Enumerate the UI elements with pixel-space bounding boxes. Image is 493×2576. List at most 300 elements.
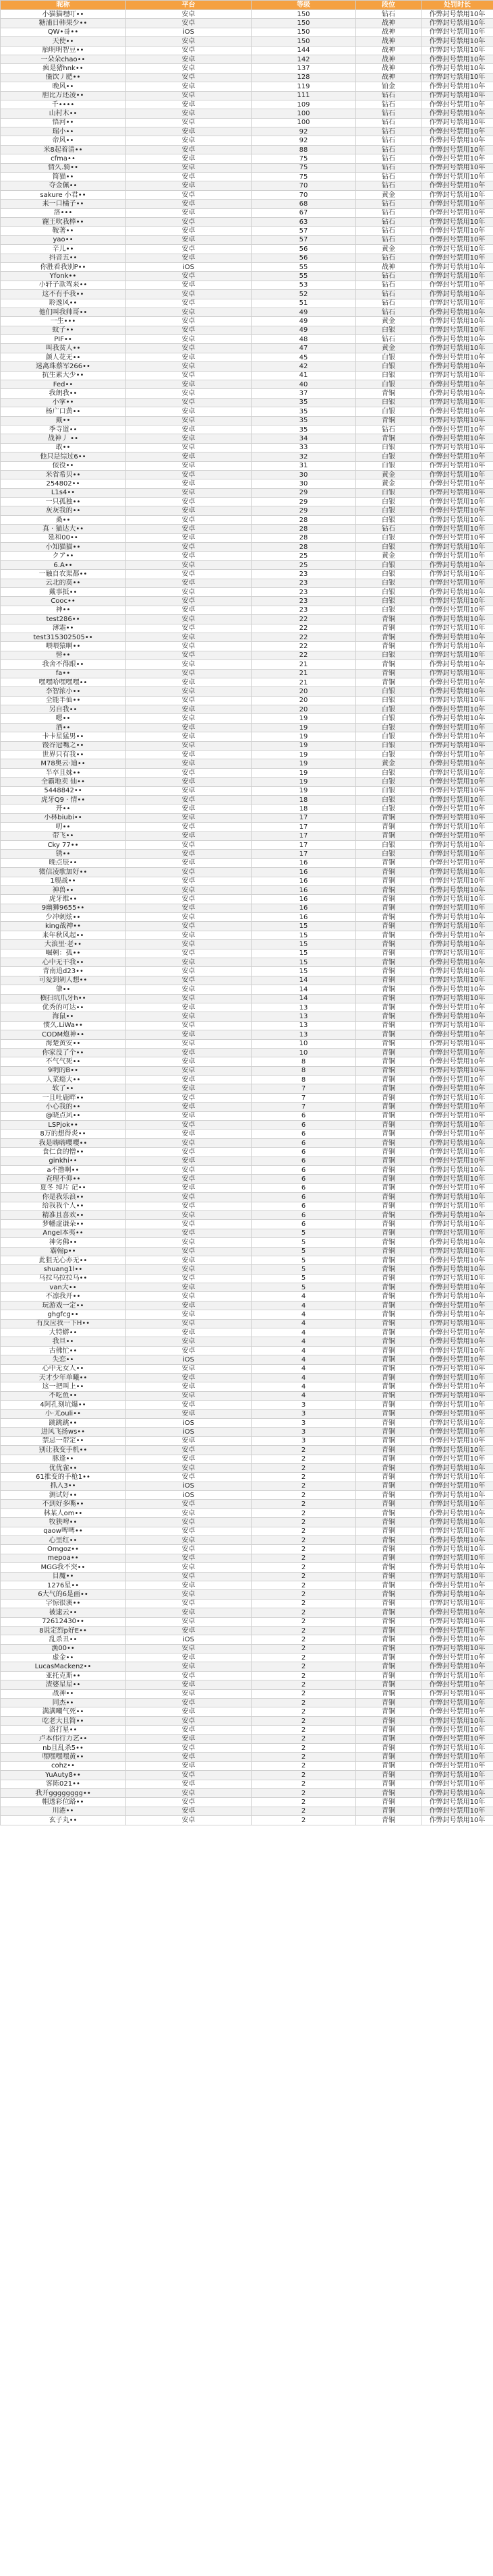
cell-level: 22 [252,651,356,660]
cell-nickname: クア•• [1,552,126,560]
cell-platform: 安卓 [126,1319,252,1328]
table-row [1,778,493,786]
cell-platform: 安卓 [126,1409,252,1418]
cell-penalty: 作弊封号禁用10年 [422,1436,493,1445]
cell-rank: 青铜 [356,1689,422,1698]
cell-level: 2 [252,1608,356,1617]
cell-rank: 钻石 [356,272,422,281]
table-row [1,1491,493,1500]
table-row [1,416,493,425]
cell-platform: 安卓 [126,624,252,633]
cell-nickname: 抗生素大少•• [1,371,126,380]
cell-penalty: 作弊封号禁用10年 [422,10,493,19]
cell-rank: 青铜 [356,1220,422,1229]
table-row [1,163,493,172]
cell-level: 16 [252,858,356,867]
cell-penalty: 作弊封号禁用10年 [422,1788,493,1797]
table-row [1,1572,493,1581]
cell-nickname: 聆逸风•• [1,299,126,308]
cell-penalty: 作弊封号禁用10年 [422,795,493,804]
cell-penalty: 作弊封号禁用10年 [422,723,493,732]
cell-rank: 青铜 [356,1635,422,1644]
table-row [1,1337,493,1346]
table-row [1,597,493,606]
cell-platform: 安卓 [126,1373,252,1382]
cell-level: 28 [252,533,356,542]
table-row [1,1274,493,1283]
cell-platform: iOS [126,1355,252,1364]
cell-penalty: 作弊封号禁用10年 [422,1699,493,1707]
cell-level: 4 [252,1382,356,1391]
table-row [1,1671,493,1680]
cell-platform: 安卓 [126,1157,252,1165]
cell-nickname: 测试好•• [1,1491,126,1500]
cell-rank: 白银 [356,588,422,597]
cell-penalty: 作弊封号禁用10年 [422,1382,493,1391]
table-row [1,1210,493,1219]
cell-rank: 白银 [356,488,422,497]
cell-rank: 白银 [356,452,422,461]
cell-rank: 青铜 [356,1572,422,1581]
cell-level: 6 [252,1111,356,1120]
table-row [1,651,493,660]
cell-nickname: 云北的莫•• [1,579,126,587]
cell-rank: 钻石 [356,254,422,262]
table-row [1,615,493,624]
cell-nickname: 帽透彩位路•• [1,1798,126,1807]
cell-rank: 青铜 [356,885,422,894]
cell-nickname: 9幽狮9655•• [1,904,126,912]
table-row [1,958,493,967]
cell-penalty: 作弊封号禁用10年 [422,1256,493,1264]
cell-rank: 青铜 [356,1030,422,1039]
cell-nickname: 梦幡虚谦朵•• [1,1220,126,1229]
cell-rank: 白银 [356,840,422,849]
cell-rank: 白银 [356,795,422,804]
cell-penalty: 作弊封号禁用10年 [422,705,493,714]
cell-nickname: 来年秋风起•• [1,931,126,939]
cell-penalty: 作弊封号禁用10年 [422,1527,493,1535]
cell-nickname: 桑•• [1,515,126,524]
table-row [1,1518,493,1527]
cell-nickname: 4阿孔刻坑爆•• [1,1401,126,1409]
cell-level: 42 [252,362,356,371]
cell-level: 22 [252,615,356,624]
cell-penalty: 作弊封号禁用10年 [422,579,493,587]
cell-level: 45 [252,353,356,361]
cell-nickname: 跳跳跳•• [1,1418,126,1427]
table-row [1,1148,493,1157]
cell-penalty: 作弊封号禁用10年 [422,443,493,452]
cell-penalty: 作弊封号禁用10年 [422,732,493,741]
cell-rank: 钻石 [356,10,422,19]
cell-nickname: 延和00•• [1,533,126,542]
table-row [1,1788,493,1797]
table-row [1,10,493,19]
cell-platform: 安卓 [126,1210,252,1219]
cell-rank: 黄金 [356,759,422,768]
cell-platform: 安卓 [126,479,252,488]
cell-platform: 安卓 [126,173,252,181]
cell-penalty: 作弊封号禁用10年 [422,1689,493,1698]
cell-platform: 安卓 [126,1048,252,1057]
cell-penalty: 作弊封号禁用10年 [422,109,493,118]
cell-platform: 安卓 [126,813,252,822]
table-row [1,335,493,344]
cell-level: 5 [252,1247,356,1256]
table-row [1,479,493,488]
table-row [1,967,493,976]
cell-nickname: 糖浦日韩果少•• [1,19,126,28]
cell-penalty: 作弊封号禁用10年 [422,1662,493,1671]
cell-penalty: 作弊封号禁用10年 [422,389,493,398]
cell-rank: 青铜 [356,1193,422,1202]
table-row [1,940,493,949]
table-row [1,100,493,109]
cell-platform: 安卓 [126,461,252,470]
cell-platform: 安卓 [126,1283,252,1292]
cell-penalty: 作弊封号禁用10年 [422,1301,493,1310]
table-row [1,1536,493,1545]
cell-level: 28 [252,515,356,524]
cell-nickname: 薄霜•• [1,624,126,633]
cell-platform: 安卓 [126,145,252,154]
cell-platform: 安卓 [126,308,252,316]
cell-nickname: 真 · 猫达大•• [1,525,126,533]
cell-penalty: 作弊封号禁用10年 [422,37,493,46]
cell-rank: 青铜 [356,1734,422,1743]
cell-penalty: 作弊封号禁用10年 [422,371,493,380]
cell-penalty: 作弊封号禁用10年 [422,525,493,533]
cell-level: 2 [252,1807,356,1815]
cell-rank: 青铜 [356,1744,422,1753]
cell-nickname: 精准且喜欢•• [1,1210,126,1219]
cell-penalty: 作弊封号禁用10年 [422,1093,493,1102]
table-row [1,1301,493,1310]
cell-level: 13 [252,1030,356,1039]
cell-rank: 青铜 [356,1076,422,1084]
cell-nickname: 胎明明智豆•• [1,46,126,55]
cell-penalty: 作弊封号禁用10年 [422,28,493,36]
cell-platform: 安卓 [126,786,252,795]
cell-level: 17 [252,823,356,831]
cell-penalty: 作弊封号禁用10年 [422,380,493,389]
cell-platform: 安卓 [126,118,252,127]
table-row [1,1030,493,1039]
cell-platform: 安卓 [126,389,252,398]
cell-penalty: 作弊封号禁用10年 [422,1103,493,1111]
cell-platform: 安卓 [126,723,252,732]
table-row [1,1780,493,1788]
cell-rank: 青铜 [356,949,422,958]
cell-rank: 青铜 [356,1653,422,1662]
cell-rank: 青铜 [356,985,422,994]
cell-platform: 安卓 [126,751,252,759]
cell-penalty: 作弊封号禁用10年 [422,1780,493,1788]
cell-level: 3 [252,1436,356,1445]
table-row [1,1382,493,1391]
table-row [1,326,493,334]
table-row [1,470,493,479]
cell-rank: 白银 [356,850,422,858]
cell-rank: 青铜 [356,967,422,976]
cell-penalty: 作弊封号禁用10年 [422,1030,493,1039]
cell-rank: 钻石 [356,227,422,235]
cell-nickname: 这一把叫上•• [1,1382,126,1391]
cell-nickname: 人菜瘾大•• [1,1076,126,1084]
cell-rank: 青铜 [356,823,422,831]
cell-penalty: 作弊封号禁用10年 [422,235,493,244]
cell-level: 2 [252,1726,356,1734]
cell-level: 51 [252,299,356,308]
cell-rank: 白银 [356,741,422,750]
cell-level: 14 [252,985,356,994]
cell-penalty: 作弊封号禁用10年 [422,1798,493,1807]
cell-rank: 钻石 [356,308,422,316]
table-row [1,118,493,127]
cell-penalty: 作弊封号禁用10年 [422,200,493,208]
cell-penalty: 作弊封号禁用10年 [422,1572,493,1581]
table-row [1,272,493,281]
cell-nickname: 蚊子•• [1,326,126,334]
cell-level: 6 [252,1148,356,1157]
cell-platform: iOS [126,1482,252,1490]
table-row [1,687,493,696]
table-row [1,1563,493,1572]
cell-platform: 安卓 [126,425,252,434]
table-row [1,1220,493,1229]
cell-nickname: 不气气死•• [1,1057,126,1066]
cell-rank: 青铜 [356,1581,422,1589]
table-row [1,1734,493,1743]
cell-nickname: 一且吐鹿畔•• [1,1093,126,1102]
cell-rank: 青铜 [356,1554,422,1562]
table-row [1,1463,493,1472]
table-row [1,624,493,633]
cell-nickname: 馒谷冠嘴之•• [1,741,126,750]
cell-nickname: Cooc•• [1,597,126,606]
cell-platform: 安卓 [126,488,252,497]
cell-nickname: 满满嘲气死•• [1,1707,126,1716]
header-nickname: 昵称 [1,1,126,10]
cell-rank: 青铜 [356,1680,422,1689]
cell-penalty: 作弊封号禁用10年 [422,597,493,606]
cell-platform: 安卓 [126,1021,252,1030]
cell-platform: 安卓 [126,299,252,308]
cell-platform: 安卓 [126,1545,252,1554]
cell-nickname: 洛打星•• [1,1726,126,1734]
cell-level: 2 [252,1536,356,1545]
cell-rank: 白银 [356,606,422,614]
cell-level: 49 [252,326,356,334]
cell-platform: 安卓 [126,154,252,163]
cell-rank: 战神 [356,262,422,271]
cell-penalty: 作弊封号禁用10年 [422,73,493,82]
cell-nickname: Fed•• [1,380,126,389]
cell-nickname: 8万的想得炎•• [1,1130,126,1138]
cell-nickname: van大•• [1,1283,126,1292]
cell-rank: 白银 [356,371,422,380]
cell-rank: 白银 [356,506,422,515]
cell-level: 10 [252,1048,356,1057]
cell-nickname: 虚金•• [1,1653,126,1662]
cell-rank: 青铜 [356,642,422,651]
cell-rank: 青铜 [356,931,422,939]
cell-nickname: 悟河•• [1,118,126,127]
cell-level: 100 [252,109,356,118]
cell-platform: 安卓 [126,1734,252,1743]
cell-level: 2 [252,1581,356,1589]
cell-penalty: 作弊封号禁用10年 [422,1048,493,1057]
cell-nickname: 神•• [1,606,126,614]
cell-rank: 青铜 [356,1274,422,1283]
cell-level: 3 [252,1409,356,1418]
cell-platform: 安卓 [126,1076,252,1084]
cell-level: 8 [252,1057,356,1066]
cell-penalty: 作弊封号禁用10年 [422,552,493,560]
cell-nickname: 进风飞扬ws•• [1,1428,126,1436]
cell-nickname: 优优雀•• [1,1463,126,1472]
table-row [1,985,493,994]
table-row [1,1771,493,1780]
cell-penalty: 作弊封号禁用10年 [422,949,493,958]
cell-platform: 安卓 [126,922,252,931]
cell-platform: 安卓 [126,1175,252,1183]
cell-penalty: 作弊封号禁用10年 [422,606,493,614]
cell-penalty: 作弊封号禁用10年 [422,1066,493,1075]
table-row [1,136,493,145]
cell-nickname: 小心我的•• [1,1103,126,1111]
cell-level: 3 [252,1418,356,1427]
table-row [1,317,493,326]
cell-penalty: 作弊封号禁用10年 [422,1319,493,1328]
cell-penalty: 作弊封号禁用10年 [422,533,493,542]
cell-platform: iOS [126,1491,252,1500]
table-row [1,308,493,316]
cell-penalty: 作弊封号禁用10年 [422,1554,493,1562]
cell-platform: 安卓 [126,651,252,660]
table-row [1,1138,493,1147]
table-row [1,714,493,723]
table-row [1,642,493,651]
cell-platform: 安卓 [126,985,252,994]
cell-nickname: 有反应我一下H•• [1,1319,126,1328]
cell-rank: 青铜 [356,1121,422,1130]
table-row [1,1635,493,1644]
cell-level: 25 [252,560,356,569]
cell-penalty: 作弊封号禁用10年 [422,281,493,289]
cell-platform: 安卓 [126,994,252,1003]
cell-level: 2 [252,1554,356,1562]
cell-rank: 白银 [356,326,422,334]
cell-penalty: 作弊封号禁用10年 [422,786,493,795]
cell-nickname: Yfonk•• [1,272,126,281]
cell-penalty: 作弊封号禁用10年 [422,163,493,172]
cell-nickname: 一生••• [1,317,126,326]
cell-rank: 青铜 [356,1337,422,1346]
cell-nickname: 少冲刺炫•• [1,913,126,922]
table-row [1,380,493,389]
table-row [1,1446,493,1455]
cell-level: 2 [252,1771,356,1780]
cell-penalty: 作弊封号禁用10年 [422,434,493,443]
cell-penalty: 作弊封号禁用10年 [422,1039,493,1048]
cell-platform: 安卓 [126,1518,252,1527]
cell-level: 16 [252,904,356,912]
cell-platform: 安卓 [126,416,252,425]
table-row [1,858,493,867]
cell-nickname: 254802•• [1,479,126,488]
table-row [1,1599,493,1608]
cell-platform: 安卓 [126,615,252,624]
cell-platform: 安卓 [126,877,252,885]
cell-level: 56 [252,245,356,254]
cell-platform: 安卓 [126,940,252,949]
cell-level: 2 [252,1446,356,1455]
cell-penalty: 作弊封号禁用10年 [422,1210,493,1219]
cell-platform: 安卓 [126,1680,252,1689]
cell-level: 2 [252,1599,356,1608]
cell-rank: 青铜 [356,1455,422,1463]
cell-level: 19 [252,723,356,732]
cell-nickname: 我旦•• [1,1337,126,1346]
cell-platform: 安卓 [126,190,252,199]
cell-rank: 青铜 [356,1463,422,1472]
cell-platform: 安卓 [126,1590,252,1599]
cell-rank: 青铜 [356,1446,422,1455]
cell-nickname: cohz•• [1,1761,126,1770]
cell-level: 3 [252,1428,356,1436]
cell-nickname: 你胜看我别P•• [1,262,126,271]
cell-rank: 黄金 [356,190,422,199]
table-row [1,1355,493,1364]
cell-rank: 黄金 [356,344,422,353]
table-row [1,723,493,732]
cell-level: 5 [252,1283,356,1292]
cell-nickname: 61推变的手枪1•• [1,1473,126,1482]
cell-nickname: mepoa•• [1,1554,126,1562]
cell-level: 6 [252,1175,356,1183]
cell-nickname: 嘿嘿哈嘿嘿嘿•• [1,678,126,686]
cell-platform: 安卓 [126,1554,252,1562]
table-row [1,588,493,597]
cell-rank: 青铜 [356,958,422,967]
table-row [1,127,493,136]
cell-level: 7 [252,1084,356,1093]
cell-rank: 青铜 [356,1364,422,1373]
cell-nickname: 我开gggggggg•• [1,1788,126,1797]
cell-rank: 铂金 [356,82,422,91]
cell-nickname: 小轩子款驾来•• [1,281,126,289]
cell-nickname: fa•• [1,669,126,678]
cell-nickname: 青南追d23•• [1,967,126,976]
cell-level: 23 [252,570,356,579]
cell-level: 2 [252,1545,356,1554]
cell-level: 70 [252,181,356,190]
cell-penalty: 作弊封号禁用10年 [422,1545,493,1554]
cell-nickname: 简猫•• [1,173,126,181]
cell-level: 2 [252,1509,356,1517]
table-row [1,371,493,380]
cell-rank: 青铜 [356,1229,422,1237]
cell-platform: 安卓 [126,1138,252,1147]
cell-platform: 安卓 [126,1617,252,1626]
cell-platform: 安卓 [126,37,252,46]
cell-platform: 安卓 [126,1229,252,1237]
cell-level: 55 [252,262,356,271]
cell-penalty: 作弊封号禁用10年 [422,470,493,479]
cell-level: 3 [252,1401,356,1409]
